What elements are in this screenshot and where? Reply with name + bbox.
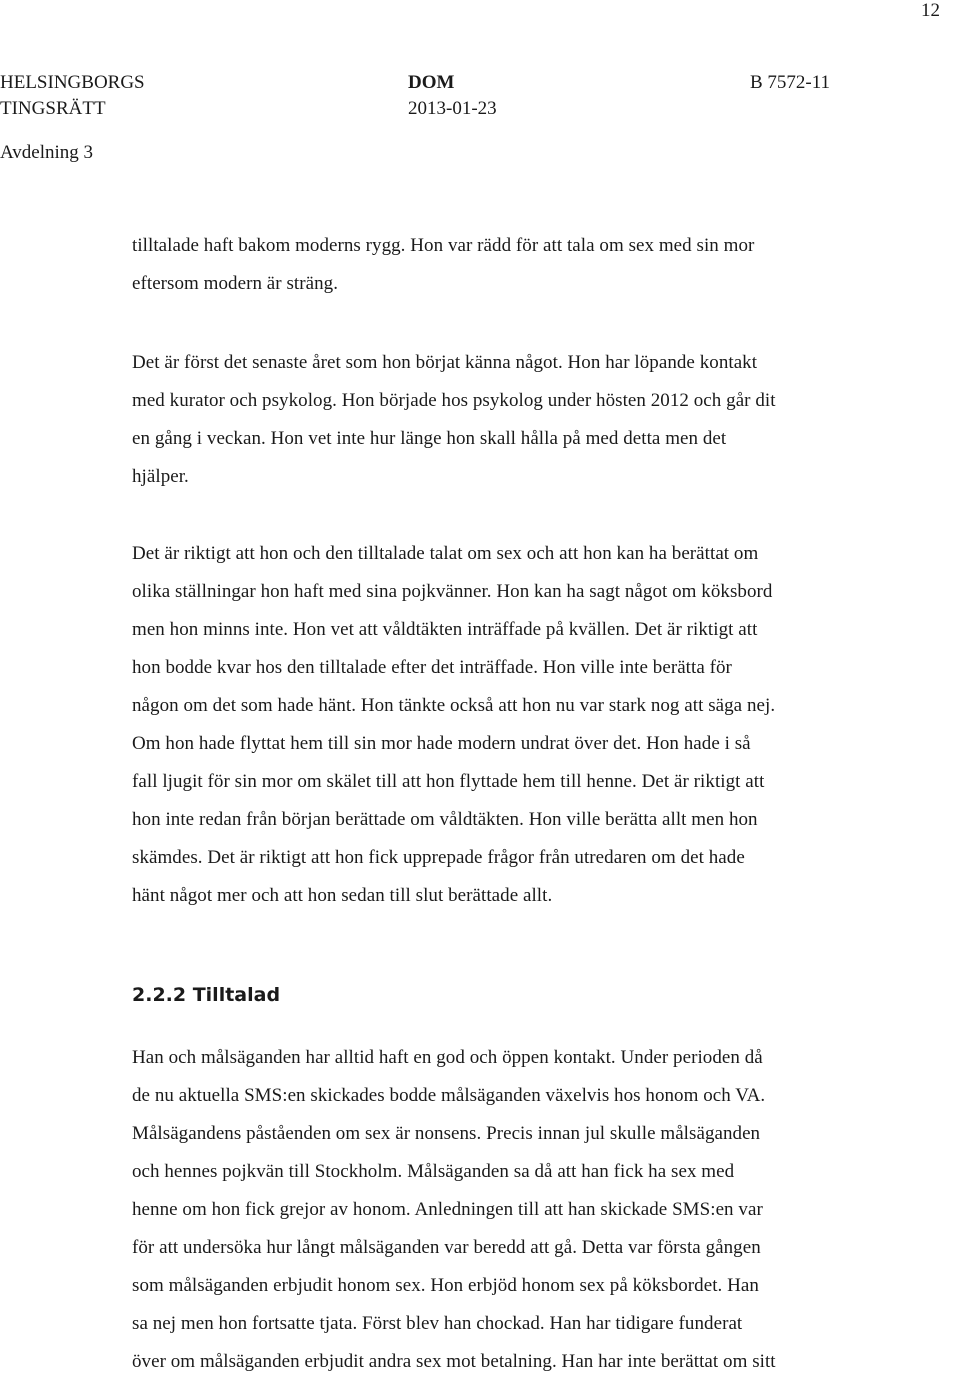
text-line: någon om det som hade hänt. Hon tänkte också att hon nu var stark nog att säga nej. — [132, 695, 776, 716]
case-number: B 7572-11 — [750, 72, 831, 93]
document-type: DOM — [408, 72, 455, 93]
text-line: hon bodde kvar hos den tilltalade efter det inträffade. Hon ville inte berätta för — [132, 657, 732, 678]
text-line: men hon minns inte. Hon vet att våldtäkten inträffade på kvällen. Det är riktigt att — [132, 619, 758, 640]
paragraph-2 — [132, 344, 776, 496]
page-number: 12 — [921, 0, 940, 21]
section-heading: 2.2.2 Tilltalad — [132, 984, 281, 1006]
text-line: fall ljugit för sin mor om skälet till att hon flyttade hem till henne. Det är riktigt att — [132, 771, 765, 792]
text-line: Om hon hade flyttat hem till sin mor hade modern undrat över det. Hon hade i så — [132, 733, 751, 754]
text-line: hjälper. — [132, 466, 189, 487]
court-name — [0, 70, 145, 122]
text-line: Han och målsäganden har alltid haft en god och öppen kontakt. Under perioden då — [132, 1047, 763, 1068]
text-line: hänt något mer och att hon sedan till slut berättade allt. — [132, 885, 553, 906]
text-line: Det är först det senaste året som hon börjat känna något. Hon har löpande kontakt — [132, 352, 758, 373]
paragraph-1 — [132, 227, 754, 303]
text-line: eftersom modern är sträng. — [132, 273, 339, 294]
text-line: hon inte redan från början berättade om våldtäkten. Hon ville berätta allt men hon — [132, 809, 758, 830]
document-date: 2013-01-23 — [408, 98, 497, 119]
text-line: Det är riktigt att hon och den tilltalade talat om sex och att hon kan ha berättat om — [132, 543, 759, 564]
text-line: och hennes pojkvän till Stockholm. Målsäganden sa då att han fick ha sex med — [132, 1161, 735, 1182]
text-line: över om målsäganden erbjudit andra sex mot betalning. Han har inte berättat om sitt — [132, 1351, 776, 1372]
text-line: Målsägandens påståenden om sex är nonsens. Precis innan jul skulle målsäganden — [132, 1123, 761, 1144]
paragraph-3 — [132, 535, 775, 915]
text-line: henne om hon fick grejor av honom. Anledningen till att han skickade SMS:en var — [132, 1199, 763, 1220]
court-name-line2: TINGSRÄTT — [0, 98, 106, 119]
paragraph-4 — [132, 1039, 776, 1381]
text-line: tilltalade haft bakom moderns rygg. Hon var rädd för att tala om sex med sin mor — [132, 235, 755, 256]
text-line: med kurator och psykolog. Hon började hos psykolog under hösten 2012 och går dit — [132, 390, 776, 411]
court-name-line1: HELSINGBORGS — [0, 72, 145, 93]
text-line: sa nej men hon fortsatte tjata. Först blev han chockad. Han har tidigare funderat — [132, 1313, 743, 1334]
text-line: för att undersöka hur långt målsäganden var beredd att gå. Detta var första gången — [132, 1237, 761, 1258]
text-line: som målsäganden erbjudit honom sex. Hon erbjöd honom sex på köksbordet. Han — [132, 1275, 759, 1296]
division-label: Avdelning 3 — [0, 142, 94, 163]
text-line: de nu aktuella SMS:en skickades bodde målsäganden växelvis hos honom och VA. — [132, 1085, 766, 1106]
text-line: olika ställningar hon haft med sina pojkvänner. Hon kan ha sagt något om köksbord — [132, 581, 773, 602]
text-line: skämdes. Det är riktigt att hon fick upprepade frågor från utredaren om det hade — [132, 847, 745, 868]
text-line: en gång i veckan. Hon vet inte hur länge hon skall hålla på med detta men det — [132, 428, 727, 449]
